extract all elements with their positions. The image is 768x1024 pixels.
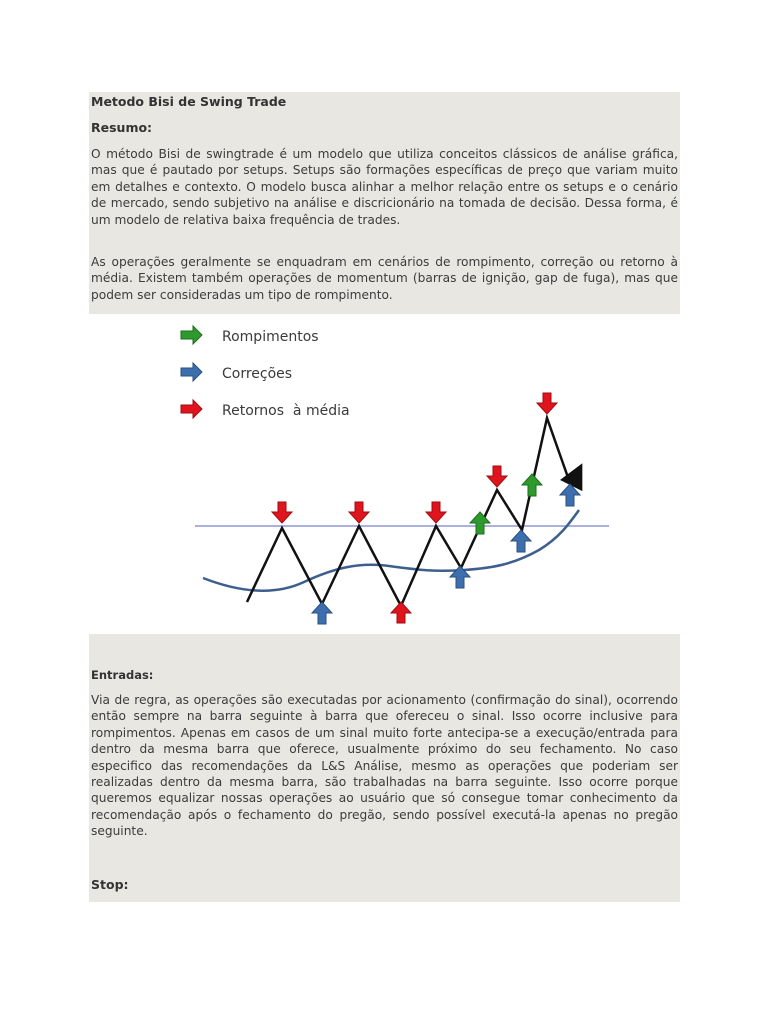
document-page [89, 92, 680, 902]
setup-diagram [89, 314, 680, 634]
return-down-arrow-icon [349, 502, 369, 523]
legend-correction-arrow-icon [181, 363, 202, 381]
paragraph-resumo-2: As operações geralmente se enquadram em cenários de rompimento, correção ou retorno à média. Existem também operações de momentum (barras de ignição, gap de fuga), mas que podem ser consideradas um tipo de rompimento. [91, 255, 678, 302]
legend-label-rompimentos: Rompimentos [222, 329, 319, 345]
document-title: Metodo Bisi de Swing Trade [91, 94, 287, 109]
legend-return-arrow-icon [181, 400, 202, 418]
price-path [247, 418, 571, 606]
correction-up-arrow-icon [511, 530, 531, 552]
legend-label-correcoes: Correções [222, 366, 293, 382]
return-down-arrow-icon [272, 502, 292, 523]
breakout-up-arrow-icon [470, 512, 490, 534]
legend [181, 326, 350, 419]
section-heading-resumo: Resumo: [91, 120, 153, 135]
legend-breakout-arrow-icon [181, 326, 202, 344]
correction-up-arrow-icon [560, 484, 580, 506]
paragraph-resumo-1: O método Bisi de swingtrade é um modelo que utiliza conceitos clássicos de análise gráfica, mas que é pautado por setups. Setups são formações específicas de preço que variam muito em detalhes e contexto. O modelo busca alinhar a melhor relação entre os setups e o cenário de mercado, sendo subjetivo na análise e discricionário na tomada de decisão. Dessa forma, é um modelo de relativa baixa frequência de trades. [91, 147, 678, 227]
setup-diagram-svg [89, 314, 680, 634]
correction-up-arrow-icon [312, 602, 332, 624]
section-heading-entradas: Entradas: [91, 668, 154, 682]
breakout-up-arrow-icon [522, 474, 542, 496]
price-continuation-arrow [571, 470, 579, 486]
paragraph-entradas-1: Via de regra, as operações são executadas por acionamento (confirmação do sinal), ocorrendo então sempre na barra seguinte à barra que ofereceu o sinal. Isso ocorre inclusive para rompimentos. Apenas em casos de um sinal muito forte antecipa-se a execução/entrada para dentro da mesma barra que oferece, usualmente próximo do seu fechamento. No caso especifico das recomendações da L&S Análise, mesmo as operações que poderiam ser realizadas dentro da mesma barra, são trabalhadas na barra seguinte. Isso ocorre porque queremos equalizar nossas operações ao usuário que só consegue tomar conhecimento da recomendação após o fechamento do pregão, sendo possível executá-la apenas no pregão seguinte. [91, 693, 678, 839]
return-down-arrow-icon [487, 466, 507, 487]
return-down-arrow-icon [537, 393, 557, 414]
legend-label-retornos: Retornos à média [222, 403, 350, 419]
return-down-arrow-icon [426, 502, 446, 523]
section-heading-stop: Stop: [91, 877, 129, 892]
return-up-arrow-icon [391, 602, 411, 623]
correction-signals [312, 484, 580, 624]
